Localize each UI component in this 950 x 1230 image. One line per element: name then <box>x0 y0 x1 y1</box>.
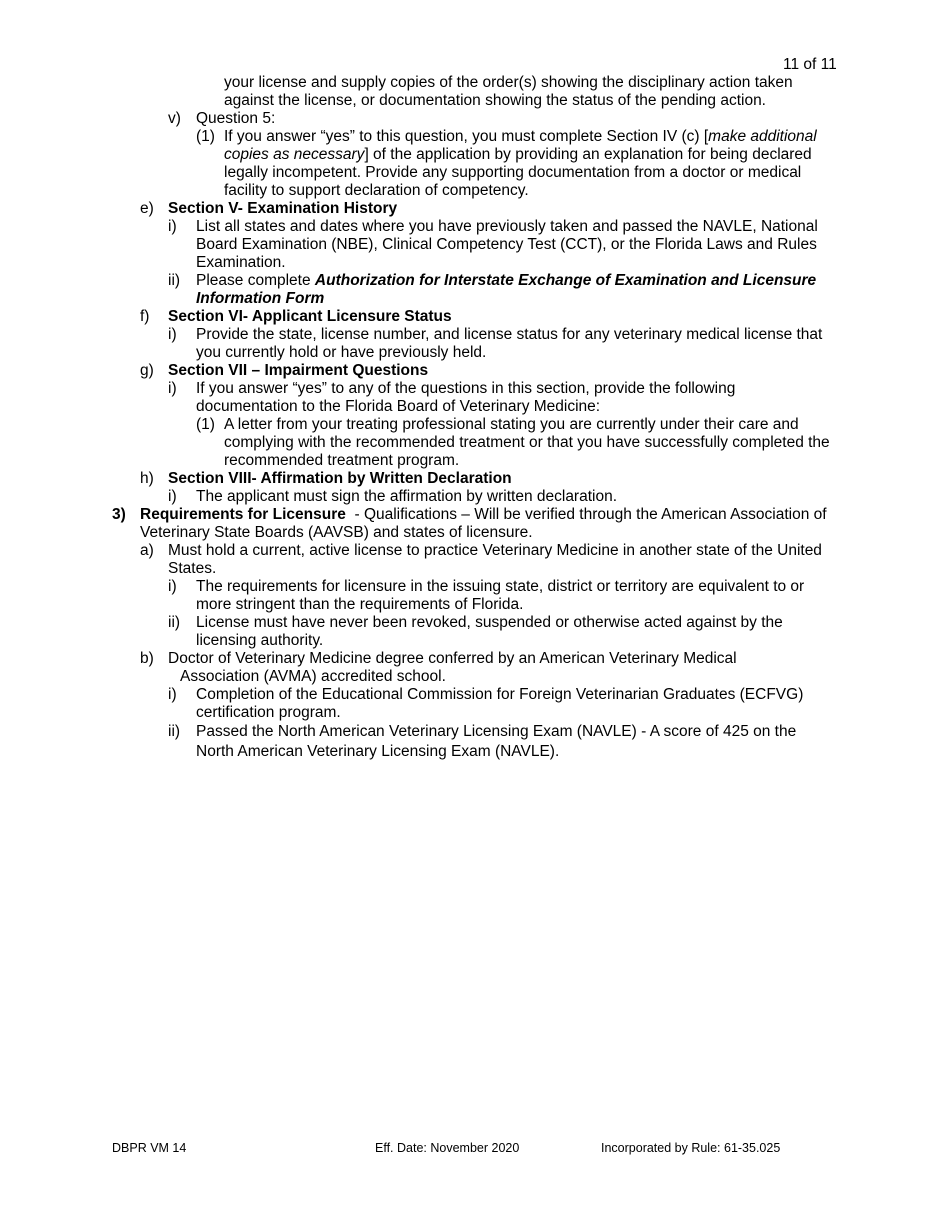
list-label: b) <box>140 650 154 667</box>
requirements-item-a-i: i) The requirements for licensure in the issuing state, district or territory are equivalent to or more stringent than the requirements of Florida. <box>168 578 805 613</box>
list-label: (1) <box>196 128 215 145</box>
question-5-item-1: (1) If you answer “yes” to this question, you must complete Section IV (c) [make additional copies as necessary] of the application by providing an explanation for being declared legally incompetent. Provide any supporting documentation from a doctor or medical facility to support declaration of competency. <box>196 128 817 199</box>
footer-rule: Incorporated by Rule: 61-35.025 <box>601 1141 781 1155</box>
page-number: 11 of 11 <box>783 56 837 73</box>
section-g-item-1: (1) A letter from your treating professional stating you are currently under their care and complying with the recommended treatment or that you have successfully completed the recommended treatment program. <box>196 416 830 469</box>
list-label: a) <box>140 542 154 559</box>
document-body <box>0 74 950 762</box>
section-f-item-i: i) Provide the state, license number, and license status for any veterinary medical license that you currently hold or have previously held. <box>168 326 823 361</box>
list-label: 3) <box>112 506 126 523</box>
list-label: v) <box>168 110 181 127</box>
list-label: (1) <box>196 416 215 433</box>
section-g-item-i: i) If you answer “yes” to any of the questions in this section, provide the following documentation to the Florida Board of Veterinary Medicine: <box>168 380 736 415</box>
footer-form-id: DBPR VM 14 <box>112 1141 187 1155</box>
section-title: Requirements for Licensure <box>140 506 346 523</box>
question-5: v) Question 5: <box>168 110 276 127</box>
list-label: f) <box>140 308 150 325</box>
list-label: i) <box>168 380 177 397</box>
list-label: g) <box>140 362 154 379</box>
section-e-item-i: i) List all states and dates where you have previously taken and passed the NAVLE, National Board Examination (NBE), Clinical Competency Test (CCT), or the Florida Laws and Rules Examination. <box>168 218 818 271</box>
list-label: ii) <box>168 723 181 740</box>
requirements-heading: 3) Requirements for Licensure - Qualifications – Will be verified through the American Association of Veterinary State Boards (AAVSB) and states of licensure. <box>112 506 831 541</box>
list-label: e) <box>140 200 154 217</box>
continuation-paragraph: your license and supply copies of the order(s) showing the disciplinary action taken against the license, or documentation showing the status of the pending action. <box>224 74 793 109</box>
section-h-heading <box>0 470 950 488</box>
list-label: i) <box>168 218 177 235</box>
list-label: i) <box>168 488 177 505</box>
requirements-item-b-i: i) Completion of the Educational Commission for Foreign Veterinarian Graduates (ECFVG) certification program. <box>168 686 804 721</box>
footer-effective-date: Eff. Date: November 2020 <box>375 1141 520 1155</box>
requirements-item-a: a) Must hold a current, active license to practice Veterinary Medicine in another state of the United States. <box>140 542 822 577</box>
section-f-heading <box>0 308 950 326</box>
list-label: h) <box>140 470 154 487</box>
requirements-item-b: b) Doctor of Veterinary Medicine degree conferred by an American Veterinary Medical Association (AVMA) accredited school. <box>140 650 737 685</box>
requirements-item-a-ii: ii) License must have never been revoked, suspended or otherwise acted against by the licensing authority. <box>168 614 783 649</box>
requirements-item-b-ii: ii) Passed the North American Veterinary Licensing Exam (NAVLE) - A score of 425 on the North American Veterinary Licensing Exam (NAVLE). <box>168 723 797 760</box>
section-title: Section VI- Applicant Licensure Status <box>168 308 452 325</box>
section-title: Section V- Examination History <box>168 200 398 217</box>
list-label: i) <box>168 326 177 343</box>
section-title: Section VIII- Affirmation by Written Declaration <box>168 470 512 487</box>
section-h-item-i: i) The applicant must sign the affirmation by written declaration. <box>168 488 618 505</box>
list-label: ii) <box>168 272 181 289</box>
section-title: Section VII – Impairment Questions <box>168 362 429 379</box>
list-label: ii) <box>168 614 181 631</box>
section-g-heading <box>0 362 950 380</box>
section-e-heading <box>0 200 950 218</box>
section-e-item-ii: ii) Please complete Authorization for Interstate Exchange of Examination and Licensure Information Form <box>168 272 817 307</box>
list-label: i) <box>168 578 177 595</box>
list-label: i) <box>168 686 177 703</box>
